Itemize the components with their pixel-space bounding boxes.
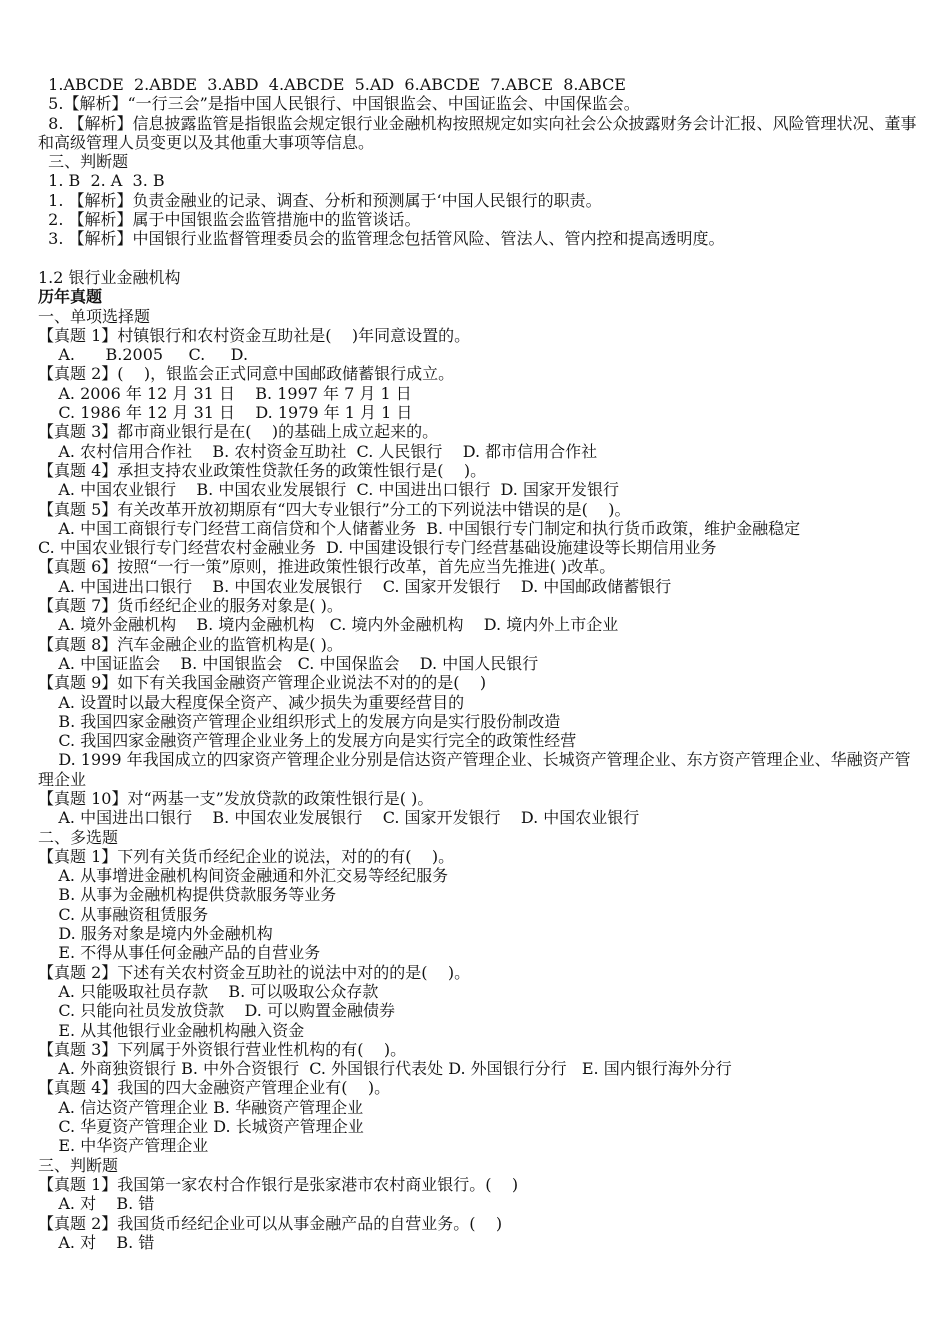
- text-line: C. 中国农业银行专门经营农村金融业务 D. 中国建设银行专门经营基础设施建设等长期信用业务: [38, 538, 717, 558]
- text-line: A. 中国进出口银行 B. 中国农业发展银行 C. 国家开发银行 D. 中国邮政储蓄银行: [38, 576, 672, 596]
- text-line: 8. 【解析】信息披露监管是指银监会规定银行业金融机构按照规定如实向社会公众披露财务会计汇报、风险管理状况、董事和高级管理人员变更以及其他重大事项等信息。: [38, 113, 917, 152]
- text-line: 【真题 1】下列有关货币经纪企业的说法，对的的有( )。: [38, 846, 455, 866]
- text-line: A. 对 B. 错: [38, 1232, 155, 1252]
- text-line: 1. B 2. A 3. B: [38, 171, 165, 191]
- text-line: 【真题 8】汽车金融企业的监管机构是( )。: [38, 634, 343, 654]
- text-line: A. 对 B. 错: [38, 1194, 155, 1214]
- text-line: 1.ABCDE 2.ABDE 3.ABD 4.ABCDE 5.AD 6.ABCDE 7.ABCE 8.ABCE: [38, 75, 626, 94]
- text-line: E. 从其他银行业金融机构融入资金: [38, 1020, 305, 1040]
- text-line: A. 中国农业银行 B. 中国农业发展银行 C. 中国进出口银行 D. 国家开发银行: [38, 480, 619, 500]
- text-line: A. 境外金融机构 B. 境内金融机构 C. 境内外金融机构 D. 境内外上市企业: [38, 615, 619, 635]
- text-line: 2. 【解析】属于中国银监会监管措施中的监管谈话。: [38, 210, 421, 230]
- text-line: A. 中国工商银行专门经营工商信贷和个人储蓄业务 B. 中国银行专门制定和执行货币政策，维护金融稳定: [38, 518, 801, 538]
- text-line: 【真题 2】我国货币经纪企业可以从事金融产品的自营业务。( ): [38, 1213, 503, 1233]
- text-line: 1. 【解析】负责金融业的记录、调查、分析和预测属于‘中国人民银行的职责。: [38, 190, 602, 210]
- text-line: D. 1999 年我国成立的四家资产管理企业分别是信达资产管理企业、长城资产管理企业、东方资产管理企业、华融资产管理企业: [38, 750, 911, 789]
- text-line: 【真题 2】下述有关农村资金互助社的说法中对的的是( )。: [38, 962, 471, 982]
- text-line: 【真题 5】有关改革开放初期原有“四大专业银行”分工的下列说法中错误的是( )。: [38, 499, 631, 519]
- text-line: 【真题 7】货币经纪企业的服务对象是( )。: [38, 596, 343, 616]
- text-line: 【真题 1】我国第一家农村合作银行是张家港市农村商业银行。( ): [38, 1174, 519, 1194]
- text-line: A. 中国证监会 B. 中国银监会 C. 中国保监会 D. 中国人民银行: [38, 653, 539, 673]
- text-line: A. B.2005 C. D.: [38, 345, 249, 365]
- text-line: 【真题 2】( )，银监会正式同意中国邮政储蓄银行成立。: [38, 364, 455, 384]
- text-line: 三、判断题: [38, 1155, 119, 1175]
- text-line: E. 不得从事任何金融产品的自营业务: [38, 943, 321, 963]
- text-line: 【真题 3】都市商业银行是在( )的基础上成立起来的。: [38, 422, 439, 442]
- text-line: B. 从事为金融机构提供贷款服务等业务: [38, 885, 337, 905]
- text-line: B. 我国四家金融资产管理企业组织形式上的发展方向是实行股份制改造: [38, 711, 561, 731]
- text-line: A. 外商独资银行 B. 中外合资银行 C. 外国银行代表处 D. 外国银行分行 E. 国内银行海外分行: [38, 1059, 732, 1079]
- text-line: 【真题 4】承担支持农业政策性贷款任务的政策性银行是( )。: [38, 460, 487, 480]
- text-line: A. 从事增进金融机构间资金融通和外汇交易等经纪服务: [38, 866, 449, 886]
- text-line: C. 只能向社员发放贷款 D. 可以购置金融债券: [38, 1001, 395, 1021]
- text-line: A. 2006 年 12 月 31 日 B. 1997 年 7 月 1 日: [38, 383, 412, 403]
- text-line: C. 1986 年 12 月 31 日 D. 1979 年 1 月 1 日: [38, 403, 413, 423]
- section-heading: 历年真题: [38, 287, 103, 307]
- text-line: C. 从事融资租赁服务: [38, 904, 209, 924]
- text-line: 5.【解析】“一行三会”是指中国人民银行、中国银监会、中国证监会、中国保监会。: [38, 94, 640, 114]
- text-line: 【真题 10】对“两基一支”发放贷款的政策性银行是( )。: [38, 788, 434, 808]
- text-line: 【真题 9】如下有关我国金融资产管理企业说法不对的的是( ): [38, 673, 487, 693]
- document-body: [38, 75, 918, 1252]
- text-line: 二、多选题: [38, 827, 119, 847]
- text-line: 【真题 1】村镇银行和农村资金互助社是( )年同意设置的。: [38, 325, 471, 345]
- text-line: 三、判断题: [38, 152, 129, 172]
- text-line: C. 华夏资产管理企业 D. 长城资产管理企业: [38, 1117, 364, 1137]
- text-line: 【真题 4】我国的四大金融资产管理企业有( )。: [38, 1078, 391, 1098]
- text-line: 【真题 3】下列属于外资银行营业性机构的有( )。: [38, 1039, 407, 1059]
- text-line: C. 我国四家金融资产管理企业业务上的发展方向是实行完全的政策性经营: [38, 731, 577, 751]
- text-line: A. 只能吸取社员存款 B. 可以吸取公众存款: [38, 981, 379, 1001]
- blank-line: [38, 249, 918, 268]
- text-line: 1.2 银行业金融机构: [38, 267, 181, 287]
- text-line: 【真题 6】按照“一行一策”原则，推进政策性银行改革，首先应当先推进( )改革。: [38, 557, 616, 577]
- text-line: 一、单项选择题: [38, 306, 151, 326]
- text-line: 3. 【解析】中国银行业监督管理委员会的监管理念包括管风险、管法人、管内控和提高透明度。: [38, 229, 725, 249]
- text-line: A. 农村信用合作社 B. 农村资金互助社 C. 人民银行 D. 都市信用合作社: [38, 441, 598, 461]
- text-line: A. 中国进出口银行 B. 中国农业发展银行 C. 国家开发银行 D. 中国农业银行: [38, 808, 640, 828]
- text-line: D. 服务对象是境内外金融机构: [38, 924, 273, 944]
- text-line: A. 信达资产管理企业 B. 华融资产管理企业: [38, 1097, 364, 1117]
- text-line: A. 设置时以最大程度保全资产、减少损失为重要经营目的: [38, 692, 465, 712]
- text-line: E. 中华资产管理企业: [38, 1136, 209, 1156]
